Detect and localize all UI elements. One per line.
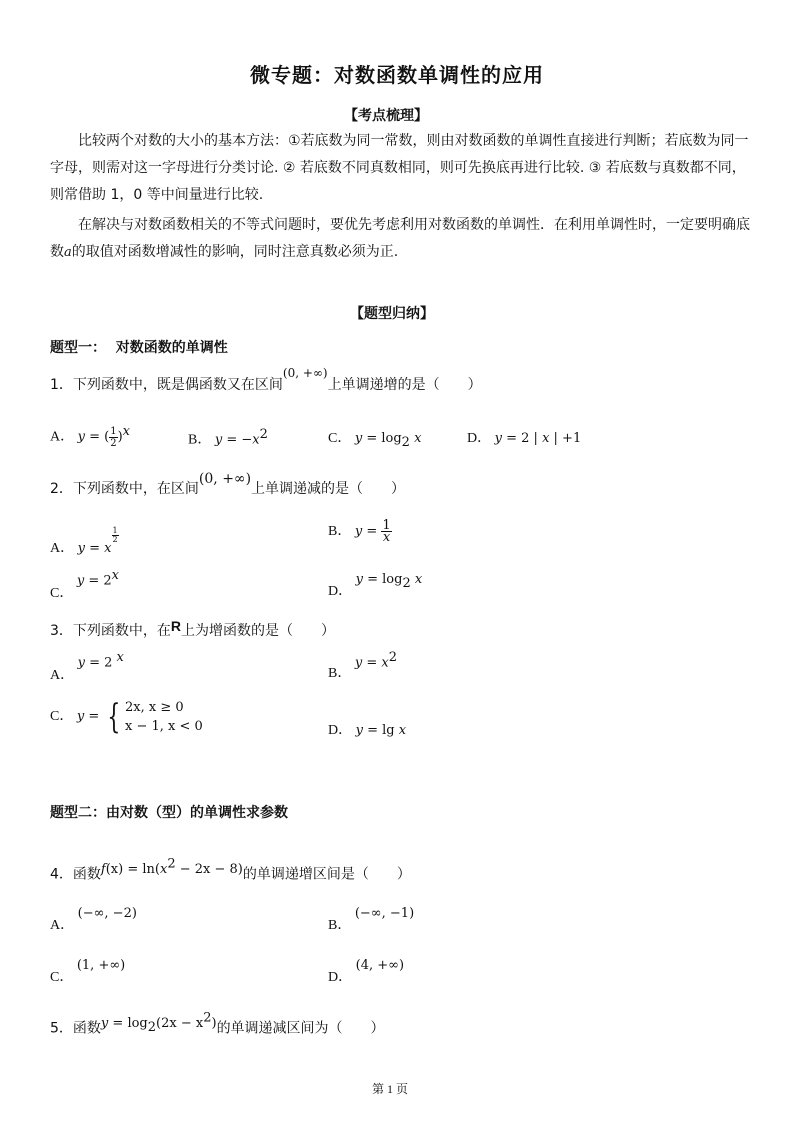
q2-option-c[interactable] (50, 568, 119, 601)
math-log: = log (362, 572, 403, 587)
q1-option-a[interactable] (50, 424, 130, 449)
math-eq: = (84, 541, 105, 556)
type-one-heading (50, 337, 228, 357)
option-letter: D． (328, 970, 353, 985)
piecewise-case-2: x − 1, x < 0 (125, 719, 203, 734)
question-4-function (100, 856, 243, 877)
math-paren: ) (117, 429, 123, 445)
math-eq: = 2 | (501, 431, 543, 446)
question-3-tail: 上为增函数的是（ ） (181, 623, 336, 639)
option-letter: A． (50, 667, 75, 683)
q2-option-d[interactable] (328, 568, 423, 599)
question-1-stem: 1．下列函数中，既是偶函数又在区间 (50, 377, 283, 393)
math-exponent: 2 (167, 856, 176, 871)
fraction (109, 426, 117, 449)
math-eq: = 2 (84, 655, 113, 671)
option-letter: C． (50, 585, 74, 601)
q1-option-d[interactable] (467, 427, 581, 447)
math-y: y (77, 429, 85, 445)
set-reals: R (170, 618, 182, 634)
math-y: y (494, 431, 502, 446)
math-subscript: 2 (401, 434, 410, 450)
q3-option-b[interactable] (328, 650, 397, 681)
math-exponent: 2 (388, 650, 397, 665)
math-eq: = 2 (84, 573, 112, 589)
paragraph-inequality (50, 212, 758, 266)
math-eq: = (362, 655, 382, 671)
math-interval: (4, +∞) (355, 958, 405, 973)
section-heading-types: 【题型归纳】 (350, 306, 434, 322)
question-5-stem: 5．函数 (50, 1020, 101, 1037)
option-letter: D． (328, 723, 353, 738)
q4-option-b[interactable] (328, 902, 415, 933)
math-exponent: 2 (203, 1010, 212, 1025)
question-4-tail: 的单调递增区间是（ ） (242, 866, 411, 883)
math-x: x (159, 861, 168, 877)
fraction-denominator: 2 (110, 437, 117, 449)
math-x: x (252, 432, 260, 448)
math-log: = log (108, 1015, 148, 1031)
question-5-function (100, 1010, 217, 1035)
q4-option-c[interactable] (50, 954, 126, 985)
fraction-denominator: 2 (112, 535, 118, 544)
math-eq: = ( (84, 429, 110, 445)
math-exponent: x (111, 568, 119, 583)
piecewise-case-1: 2x, x ≥ 0 (125, 700, 184, 715)
option-letter: B． (328, 918, 352, 933)
option-letter: B． (328, 665, 352, 681)
math-rest: (2x − x (156, 1015, 204, 1031)
math-y: y (355, 572, 363, 587)
math-f: f (100, 861, 106, 877)
option-letter: B． (188, 432, 212, 448)
math-interval: (−∞, −1) (354, 906, 415, 921)
type-two-label: 题型二： (50, 805, 106, 821)
math-y: y (354, 655, 363, 671)
option-letter: C． (50, 709, 74, 725)
math-lg: = lg (362, 723, 399, 738)
question-3 (50, 620, 335, 640)
math-ln: (x) = ln( (105, 861, 160, 877)
type-one-title: 对数函数的单调性 (115, 340, 228, 356)
math-exponent: 2 (259, 427, 268, 442)
section-heading-points: 【考点梳理】 (344, 108, 428, 124)
option-letter: C． (328, 431, 352, 446)
q2-option-b[interactable] (328, 518, 392, 546)
math-y: y (77, 655, 85, 671)
math-subscript: 2 (147, 1019, 157, 1035)
paragraph-inequality-part1: 在解决与对数函数相关的不等式问题时，要优先考虑利用对数函数的单调性．在利用单调性时，一定要明确底数 (50, 217, 750, 260)
left-brace-icon: { (107, 697, 121, 737)
math-log: = log (362, 431, 402, 446)
math-y: y (214, 432, 223, 448)
option-letter: D． (467, 431, 492, 446)
math-subscript: 2 (402, 575, 411, 591)
math-y: y (100, 1015, 109, 1031)
paragraph-inequality-part2: 的取值对函数增减性的影响，同时注意真数必须为正. (71, 244, 399, 260)
math-y: y (77, 541, 85, 556)
math-eq: = − (222, 432, 253, 448)
question-2-stem: 2．下列函数中，在区间 (50, 481, 199, 497)
math-eq: = (362, 524, 382, 539)
option-letter: A． (50, 541, 75, 556)
question-2-interval: (0, +∞) (198, 471, 252, 487)
variable-a: a (64, 245, 72, 260)
question-4-stem: 4．函数 (50, 866, 101, 883)
math-eq: = (84, 709, 104, 725)
math-tail: | +1 (549, 431, 582, 446)
math-paren: ) (211, 1015, 217, 1031)
math-x: x (381, 655, 389, 671)
paragraph-methods: 比较两个对数的大小的基本方法：①若底数为同一常数，则由对数函数的单调性直接进行判断；若底数为同一字母，则需对这一字母进行分类讨论. ② 若底数不同真数相同，则可先换底再进行比较. ③ 若底数与真数都不同，则常借助 1，0 等中间量进行比较. (50, 133, 749, 203)
question-3-stem: 3．下列函数中，在 (50, 623, 171, 639)
question-2-tail: 上单调递减的是（ ） (251, 481, 406, 497)
fraction-numerator: 1 (110, 425, 117, 437)
q3-option-a[interactable] (50, 650, 124, 683)
type-two-heading (50, 802, 288, 822)
q4-option-d[interactable] (328, 954, 405, 985)
option-letter: C． (50, 970, 74, 985)
option-letter: B． (328, 524, 352, 539)
math-y: y (76, 573, 85, 589)
math-x: x (410, 572, 423, 587)
option-letter: D． (328, 584, 353, 599)
question-2 (50, 471, 406, 498)
math-rest: − 2x − 8) (175, 861, 243, 877)
math-interval: (1, +∞) (76, 958, 126, 973)
math-y: y (355, 723, 363, 738)
page-title: 微专题：对数函数单调性的应用 (250, 63, 544, 87)
question-5-tail: 的单调递减区间为（ ） (216, 1020, 385, 1037)
q2-option-a[interactable] (50, 527, 119, 557)
question-1-interval: (0, +∞) (282, 366, 328, 380)
math-x: x (104, 541, 112, 556)
page-number: 第 1 页 (372, 1082, 409, 1096)
math-y: y (76, 709, 85, 725)
fraction (381, 518, 391, 546)
math-interval: (−∞, −2) (77, 906, 137, 921)
math-x: x (398, 723, 407, 738)
option-letter: A． (50, 429, 75, 445)
math-x: x (409, 431, 422, 446)
q3-option-d[interactable] (328, 719, 406, 739)
fraction-exponent (112, 527, 119, 544)
q1-option-b[interactable] (188, 427, 268, 449)
fraction-numerator: 1 (382, 518, 391, 534)
math-exponent: x (122, 424, 131, 439)
option-letter: A． (50, 918, 75, 933)
math-y: y (354, 431, 363, 446)
fraction-denominator: x (382, 530, 391, 546)
math-exponent: x (112, 650, 124, 665)
question-5 (50, 1010, 385, 1040)
question-1 (50, 366, 482, 394)
fraction-numerator: 1 (112, 526, 118, 535)
q1-option-c[interactable] (328, 427, 421, 450)
math-y: y (354, 524, 363, 539)
piecewise-cases (125, 698, 203, 736)
question-1-tail: 上单调递增的是（ ） (327, 377, 482, 393)
question-4 (50, 856, 411, 884)
q3-option-c[interactable] (50, 698, 203, 736)
type-two-title: 由对数（型）的单调性求参数 (106, 805, 288, 821)
q4-option-a[interactable] (50, 902, 137, 933)
math-x: x (542, 431, 550, 446)
type-one-label: 题型一： (50, 340, 106, 356)
